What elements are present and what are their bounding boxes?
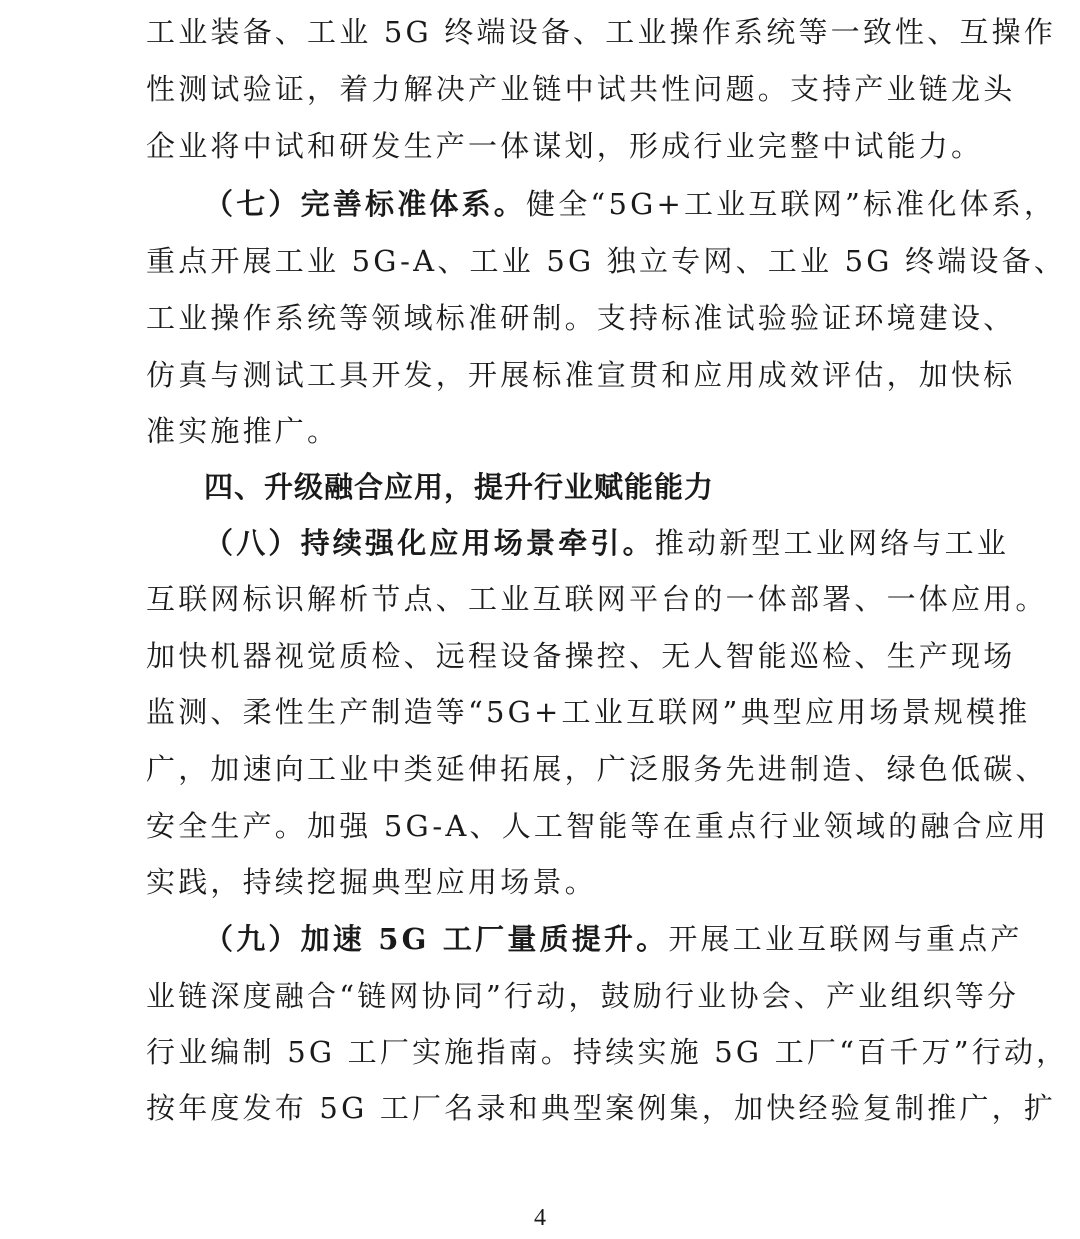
section-7-lead: （七）完善标准体系。 [204,187,527,221]
section-8-first-line [146,523,1010,563]
section-7-first-rest: 健全“5G+工业互联网”标准化体系， [526,187,1057,221]
paragraph-line: 性测试验证，着力解决产业链中试共性问题。支持产业链龙头 [146,72,1016,106]
paragraph-line: 仿真与测试工具开发，开展标准宣贯和应用成效评估，加快标 [146,358,1016,392]
paragraph-line: 互联网标识解析节点、工业互联网平台的一体部署、一体应用。 [146,582,1048,616]
section-9-first-rest: 开展工业互联网与重点产 [668,922,1023,956]
section-7-first-line [146,184,1057,224]
paragraph-line: 行业编制 5G 工厂实施指南。持续实施 5G 工厂“百千万”行动， [146,1035,1069,1069]
paragraph-line: 准实施推广。 [146,414,340,448]
paragraph-line: 业链深度融合“链网协同”行动，鼓励行业协会、产业组织等分 [146,979,1020,1013]
paragraph-line: 实践，持续挖掘典型应用场景。 [146,865,597,899]
section-9-first-line [146,919,1023,959]
paragraph-line: 企业将中试和研发生产一体谋划，形成行业完整中试能力。 [146,129,984,163]
section-9-lead: （九）加速 5G 工厂量质提升。 [204,922,669,956]
paragraph-line: 安全生产。加强 5G-A、人工智能等在重点行业领域的融合应用 [146,809,1050,843]
section-8-first-rest: 推动新型工业网络与工业 [654,526,1010,560]
paragraph-line: 按年度发布 5G 工厂名录和典型案例集，加快经验复制推广，扩 [146,1091,1057,1125]
paragraph-line: 加快机器视觉质检、远程设备操控、无人智能巡检、生产现场 [146,639,1016,673]
paragraph-line: 工业装备、工业 5G 终端设备、工业操作系统等一致性、互操作 [146,15,1057,49]
page-number: 4 [534,1205,546,1231]
section-heading: 四、升级融合应用，提升行业赋能能力 [204,470,715,504]
paragraph-line: 工业操作系统等领域标准研制。支持标准试验验证环境建设、 [146,301,1016,335]
paragraph-line: 重点开展工业 5G-A、工业 5G 独立专网、工业 5G 终端设备、 [146,244,1067,278]
paragraph-line: 监测、柔性生产制造等“5G+工业互联网”典型应用场景规模推 [146,695,1031,729]
paragraph-line: 广，加速向工业中类延伸拓展，广泛服务先进制造、绿色低碳、 [146,752,1048,786]
section-8-lead: （八）持续强化应用场景牵引。 [204,526,655,560]
